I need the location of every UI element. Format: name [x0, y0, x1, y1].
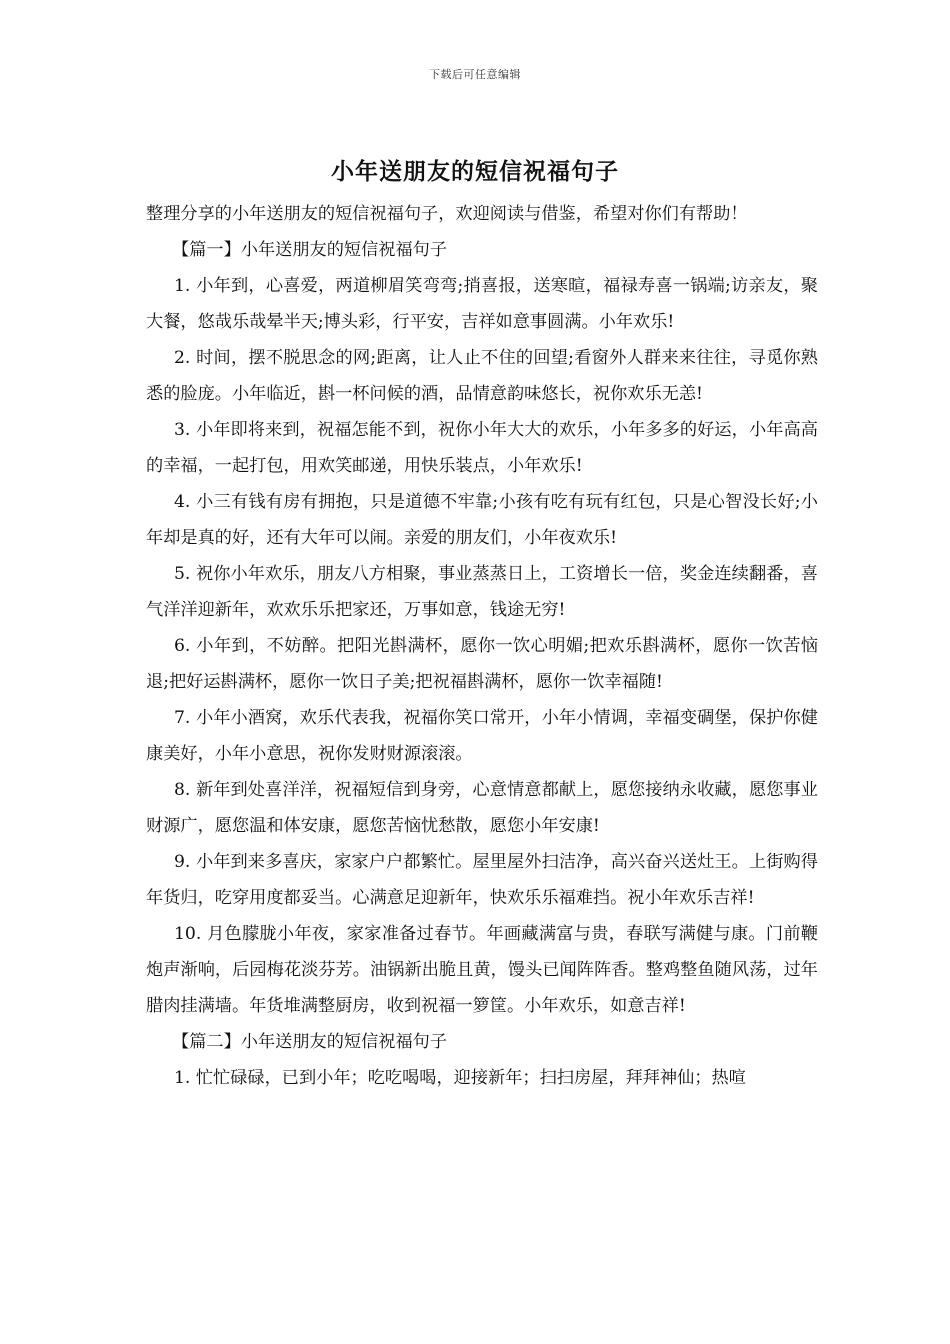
list-item: 9. 小年到来多喜庆，家家户户都繁忙。屋里屋外扫洁净，高兴奋兴送灶王。上街购得年货归，吃穿用度都妥当。心满意足迎新年，快欢乐乐福难挡。祝小年欢乐吉祥! [146, 852, 818, 908]
page-header: 下载后可任意编辑 [429, 68, 521, 81]
list-item: 4. 小三有钱有房有拥抱，只是道德不牢靠;小孩有吃有玩有红包，只是心智没长好;小年却是真的好，还有大年可以闹。亲爱的朋友们，小年夜欢乐! [146, 492, 818, 548]
section-heading-1: 【篇一】小年送朋友的短信祝福句子 [172, 240, 448, 260]
list-item: 6. 小年到，不妨醉。把阳光斟满杯，愿你一饮心明媚;把欢乐斟满杯，愿你一饮苦恼退;把好运斟满杯，愿你一饮日子美;把祝福斟满杯，愿你一饮幸福随! [146, 636, 818, 692]
list-item: 5. 祝你小年欢乐，朋友八方相聚，事业蒸蒸日上，工资增长一倍，奖金连续翻番，喜气洋洋迎新年，欢欢乐乐把家还，万事如意，钱途无穷! [146, 564, 818, 620]
list-item: 1. 小年到，心喜爱，两道柳眉笑弯弯;捎喜报，送寒暄，福禄寿喜一锅端;访亲友，聚大餐，悠哉乐哉晕半天;博头彩，行平安，吉祥如意事圆满。小年欢乐! [146, 276, 818, 332]
list-item: 10. 月色朦胧小年夜，家家准备过春节。年画藏满富与贵，春联写满健与康。门前鞭炮声渐响，后园梅花淡芬芳。油锅新出脆且黄，馒头已闻阵阵香。整鸡整鱼随风荡，过年腊肉挂满墙。年货堆满整厨房，收到祝福一箩筐。小年欢乐，如意吉祥! [146, 924, 818, 1016]
list-item: 2. 时间，摆不脱思念的网;距离，让人止不住的回望;看窗外人群来来往往，寻觅你熟悉的脸庞。小年临近，斟一杯问候的酒，品情意韵味悠长，祝你欢乐无恙! [146, 348, 818, 404]
list-item: 1. 忙忙碌碌，已到小年；吃吃喝喝，迎接新年；扫扫房屋，拜拜神仙；热喧 [174, 1068, 746, 1088]
document-title: 小年送朋友的短信祝福句子 [331, 158, 619, 185]
intro-paragraph: 整理分享的小年送朋友的短信祝福句子，欢迎阅读与借鉴，希望对你们有帮助！ [146, 204, 748, 224]
list-item: 8. 新年到处喜洋洋，祝福短信到身旁，心意情意都献上，愿您接纳永收藏，愿您事业财源广，愿您温和体安康，愿您苦恼忧愁散，愿您小年安康! [146, 780, 818, 836]
list-item: 7. 小年小酒窝，欢乐代表我，祝福你笑口常开，小年小情调，幸福变碉堡，保护你健康美好，小年小意思，祝你发财财源滚滚。 [146, 708, 818, 764]
list-item: 3. 小年即将来到，祝福怎能不到，祝你小年大大的欢乐，小年多多的好运，小年高高的幸福，一起打包，用欢笑邮递，用快乐装点，小年欢乐! [146, 420, 818, 476]
section-heading-2: 【篇二】小年送朋友的短信祝福句子 [172, 1032, 448, 1052]
document-body [146, 196, 818, 1096]
